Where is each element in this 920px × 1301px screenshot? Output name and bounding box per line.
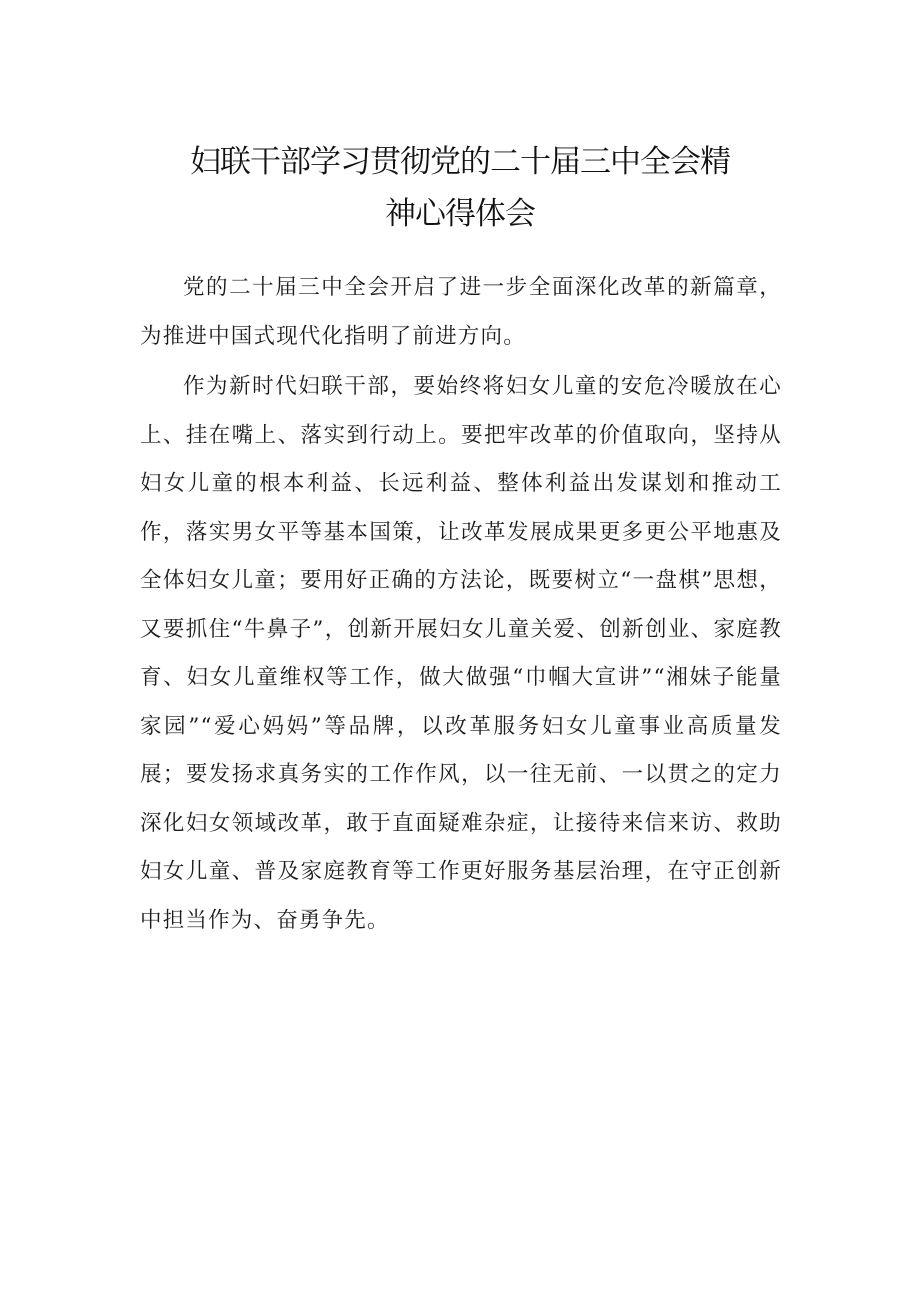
paragraph-main: 作为新时代妇联干部，要始终将妇女儿童的安危冷暖放在心上、挂在嘴上、落实到行动上。要把牢改革的价值取向，坚持从妇女儿童的根本利益、长远利益、整体利益出发谋划和推动工作，落实男女平等基本国策，让改革发展成果更多更公平地惠及全体妇女儿童；要用好正确的方法论，既要树立“一盘棋”思想，又要抓住“牛鼻子”，创新开展妇女儿童关爱、创新创业、家庭教育、妇女儿童维权等工作，做大做强“巾帼大宣讲”“湘妹子能量家园”“爱心妈妈”等品牌，以改革服务妇女儿童事业高质量发展；要发扬求真务实的工作作风，以一往无前、一以贯之的定力深化妇女领域改革，敢于直面疑难杂症，让接待来信来访、救助妇女儿童、普及家庭教育等工作更好服务基层治理，在守正创新中担当作为、奋勇争先。 <box>140 374 782 933</box>
document-title <box>140 136 780 240</box>
title-line-2: 神心得体会 <box>385 196 535 232</box>
title-line-1: 妇联干部学习贯彻党的二十届三中全会精 <box>190 144 730 180</box>
document-body <box>140 264 782 945</box>
paragraph-intro: 党的二十届三中全会开启了进一步全面深化改革的新篇章，为推进中国式现代化指明了前进方向。 <box>140 275 782 349</box>
